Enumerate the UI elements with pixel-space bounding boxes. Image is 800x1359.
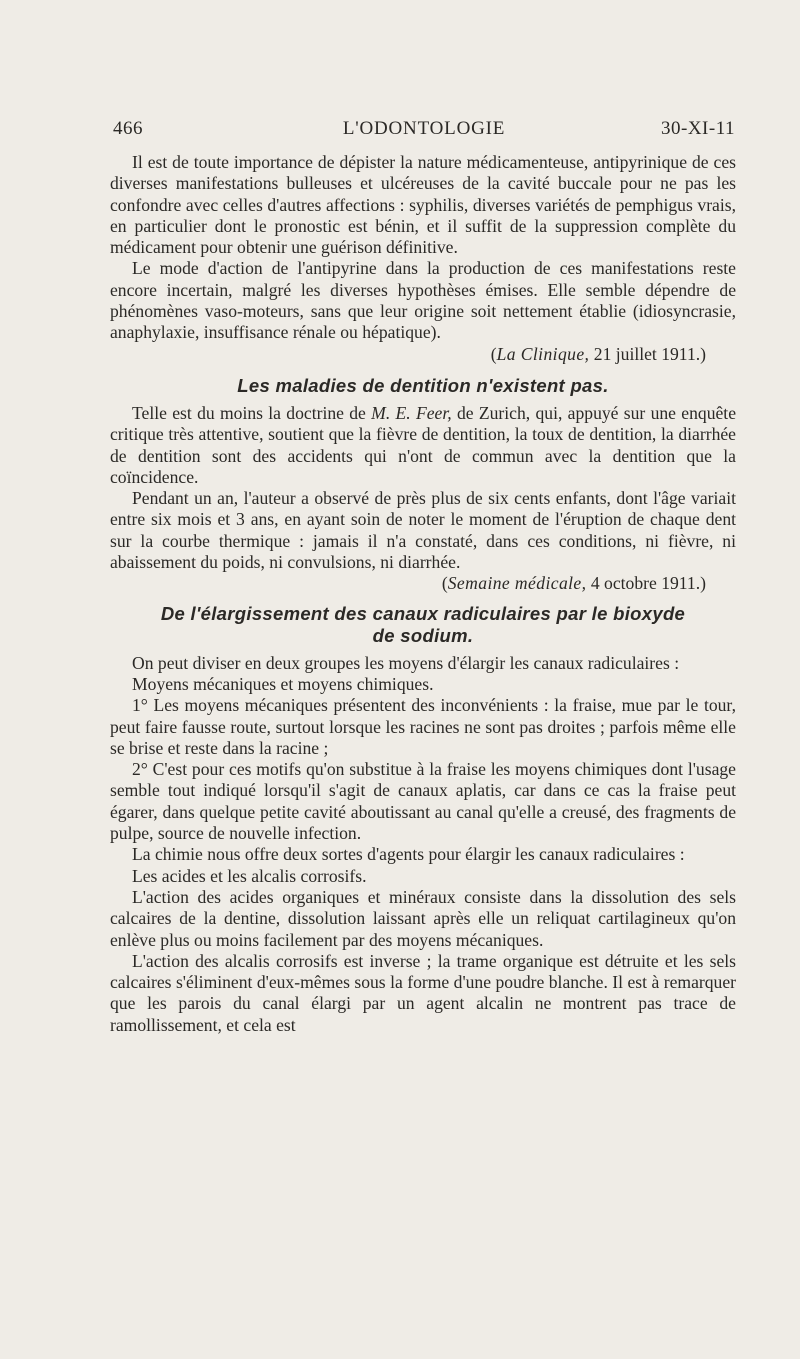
page-number: 466 [113,118,143,139]
section-heading-2-line-2: de sodium. [372,624,474,646]
source-2-title: Semaine médicale, [447,573,587,594]
paragraph-12: L'action des alcalis corrosifs est inverse ; la trame organique est détruite et les sels calcaires s'éliminent d'eux-mêmes sous la forme d'une poudre blanche. Il est à remarquer que les parois du canal élargi par un agent alcalin ne montrent pas trace de ramollissement, et cela est [110,950,736,1035]
source-citation-2: (Semaine médicale, 4 octobre 1911.) [441,573,706,594]
running-header [113,118,735,144]
section-heading-2 [110,603,736,647]
paragraph-6: Moyens mécaniques et moyens chimiques. [132,673,434,694]
paragraph-4: Pendant un an, l'auteur a observé de près plus de six cents enfants, dont l'âge variait entre six mois et 3 ans, en ayant soin de noter le moment de l'éruption de chaque dent sur la courbe thermique : jamais il n'a constaté, dans ces conditions, ni fièvre, ni abaissement du poids, ni convulsions, ni diarrhée. [110,488,736,573]
source-citation-1: (La Clinique, 21 juillet 1911.) [490,343,706,364]
paragraph-8: 2° C'est pour ces motifs qu'on substitue à la fraise les moyens chimiques dont l'usage semble tout indiqué lorsqu'il s'agit de canaux aplatis, car dans ce cas la fraise peut égarer, dans quelque petite cavité aboutissant au canal qu'elle a creusé, des fragments de pulpe, source de nouvelle infection. [110,759,736,844]
paragraph-2: Le mode d'action de l'antipyrine dans la production de ces manifestations reste encore incertain, malgré les diverses hypothèses émises. Elle semble dépendre de phénomènes vaso-moteurs, sans que leur origine soit nettement établie (idiosyncrasie, anaphylaxie, insuffisance rénale ou hépatique). [110,258,736,343]
source-2-date: 4 octobre 1911. [590,573,701,594]
paragraph-1: Il est de toute importance de dépister la nature médicamenteuse, antipyrinique de ces diverses manifestations bulleuses et ulcéreuses de la cavité buccale pour ne pas les confondre avec celles d'autres affections : syphilis, diverses variétés de pemphigus vrais, en particulier dont le pronostic est bénin, et il suffit de la suppression complète du médicament pour obtenir une guérison définitive. [110,152,736,258]
paragraph-9: La chimie nous offre deux sortes d'agents pour élargir les canaux radiculaires : [132,844,685,865]
journal-title: L'ODONTOLOGIE [342,118,506,139]
paragraph-7: 1° Les moyens mécaniques présentent des inconvénients : la fraise, mue par le tour, peut faire fausse route, surtout lorsque les racines ne sont pas droites ; parfois même elle se brise et reste dans la racine ; [110,695,736,758]
source-1-title: La Clinique, [496,343,590,364]
paragraph-5: On peut diviser en deux groupes les moyens d'élargir les canaux radiculaires : [132,652,680,673]
section-heading-2-line-1: De l'élargissement des canaux radiculaires par le bioxyde [160,602,686,624]
paragraph-11: L'action des acides organiques et minéraux consiste dans la dissolution des sels calcaires de la dentine, dissolution laissant après elle un reliquat cartilagineux qu'on enlève plus ou moins facilement par des moyens mécaniques. [110,886,736,950]
paragraph-3-rest: de Zurich, qui, appuyé sur une enquête critique très attentive, soutient que la fièvre de dentition, la toux de dentition, la diarrhée de dentition sont des accidents qui n'ont de commun avec la dentition que la coïncidence. [110,402,737,487]
paragraph-3-start: Telle est du moins la doctrine de [132,402,372,423]
section-heading-1: Les maladies de dentition n'existent pas. [237,374,609,396]
source-1-date: 21 juillet 1911. [593,343,701,364]
body-text [110,152,736,1036]
issue-date: 30-XI-11 [661,118,735,139]
paragraph-3 [110,403,736,488]
author-name: M. E. Feer, [371,402,452,423]
paragraph-10: Les acides et les alcalis corrosifs. [132,865,367,886]
